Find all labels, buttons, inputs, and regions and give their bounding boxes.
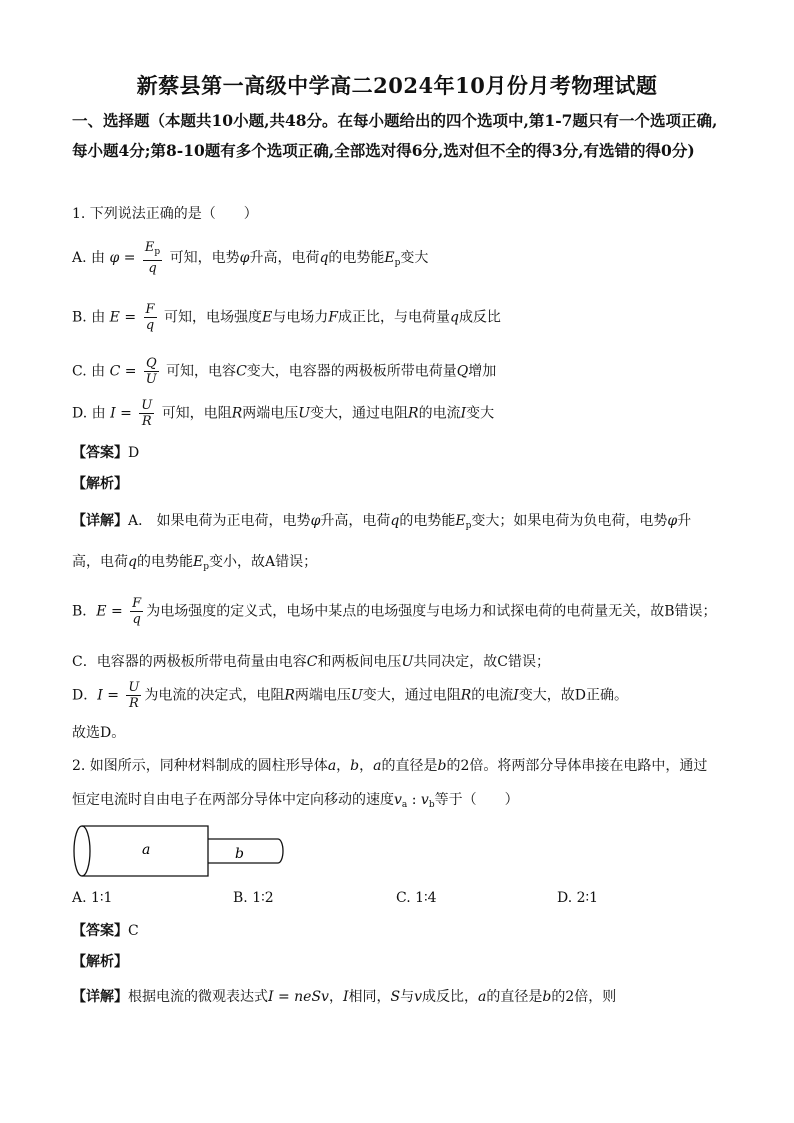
page-title: 新蔡县第一高级中学高二2024年10月份月考物理试题	[136, 73, 658, 98]
question-1-detail-b: B．E = $\frac{F}{q}$ 为电场强度的定义式，电场中某点的电场强度与电场力和试探电荷的电荷量无关，故B错误；	[72, 596, 717, 627]
question-1-option-a: A. 由 φ = $\frac{E_p}{q}$ 可知，电势φ升高，电荷q的电势能$E_p$变大	[72, 240, 429, 276]
question-1-option-c: C. 由 C = $\frac{Q}{U}$ 可知，电容C变大，电容器的两极板所带电荷量Q增加	[72, 356, 497, 387]
question-1-stem: 1. 下列说法正确的是（ ）	[72, 206, 258, 222]
fraction-u-over-r: $\frac{U}{R}$	[141, 398, 153, 429]
conductor-a-end	[74, 826, 90, 876]
question-2-stem-line2: 恒定电流时自由电子在两部分导体中定向移动的速度$v_a$ : $v_b$等于（ ）	[72, 792, 519, 810]
question-2-option-a: A. 1∶1	[72, 890, 113, 906]
question-1-detail-c: C．电容器的两极板所带电荷量由电容C和两板间电压U共同决定，故C错误；	[72, 654, 550, 670]
question-2-option-b: B. 1∶2	[233, 890, 274, 906]
fraction-ep-over-q: $\frac{E_p}{q}$	[144, 240, 161, 276]
question-1-detail-a: 【详解】A． 如果电荷为正电荷，电势φ升高，电荷q的电势能$E_p$变大；如果电荷为负电荷，电势φ升	[72, 513, 692, 531]
question-1-option-b: B. 由 E = $\frac{F}{q}$ 可知，电场强度E与电场力F成正比，与电荷量q成反比	[72, 302, 501, 333]
label-b: b	[235, 846, 244, 862]
question-2-detail: 【详解】根据电流的微观表达式I = neSv，I相同，S与v成反比，a的直径是b的2倍，则	[72, 989, 617, 1005]
conductor-diagram	[68, 820, 298, 882]
question-2-option-c: C. 1∶4	[396, 890, 437, 906]
question-2-analysis-tag: 【解析】	[72, 954, 128, 970]
question-1-answer: 【答案】D	[72, 445, 140, 461]
fraction-f-over-q: $\frac{F}{q}$	[145, 302, 155, 333]
question-2-option-d: D. 2∶1	[557, 890, 599, 906]
question-1-detail-d: D．I = $\frac{U}{R}$ 为电流的决定式，电阻R两端电压U变大，通过电阻R的电流I变大，故D正确。	[72, 680, 629, 711]
question-2-stem-line1: 2. 如图所示，同种材料制成的圆柱形导体a，b，a的直径是b的2倍。将两部分导体串接在电路中，通过	[72, 758, 708, 774]
section-heading: 一、选择题（本题共10小题,共48分。在每小题给出的四个选项中,第1-7题只有一个选项正确,每小题4分;第8-10题有多个选项正确,全部选对得6分,选对但不全的得3分,有选错的得0分)	[72, 111, 718, 160]
question-1-detail-a-cont: 高，电荷q的电势能$E_p$变小，故A错误；	[72, 554, 318, 572]
label-a: a	[142, 842, 151, 858]
conductor-b-body	[208, 839, 283, 863]
question-1-analysis-tag: 【解析】	[72, 476, 128, 492]
question-1-option-d: D. 由 I = $\frac{U}{R}$ 可知，电阻R两端电压U变大，通过电阻R的电流I变大	[72, 398, 495, 429]
question-2-answer: 【答案】C	[72, 923, 139, 939]
fraction-q-over-u: $\frac{Q}{U}$	[145, 356, 157, 387]
question-1-conclusion: 故选D。	[72, 725, 126, 741]
